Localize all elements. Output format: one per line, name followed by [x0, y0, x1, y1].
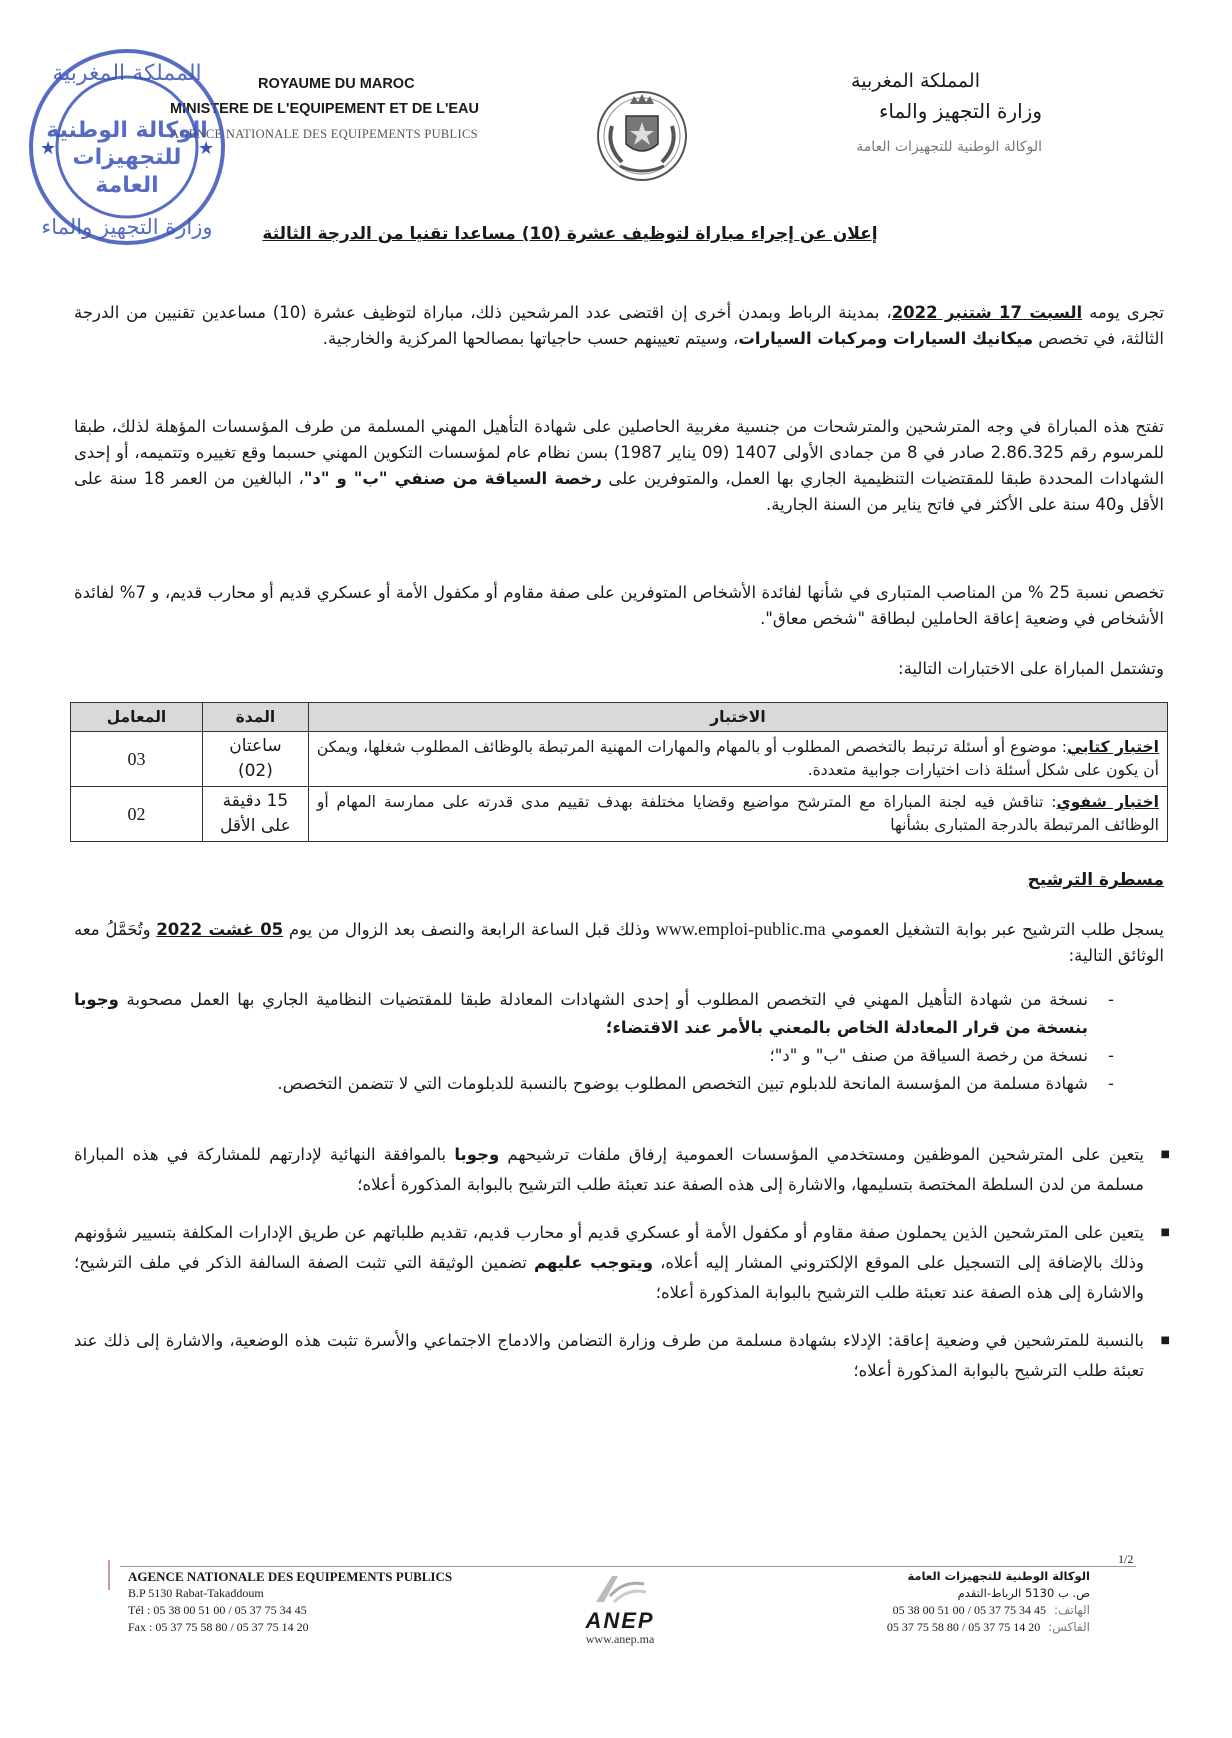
p1-spec: ميكانيك السيارات ومركبات السيارات	[738, 329, 1034, 348]
svg-text:★: ★	[198, 138, 215, 159]
footer-ar-fax: 05 37 75 58 80 / 05 37 75 14 20	[886, 1620, 1041, 1634]
test-duration: 15 دقيقة على الأقل	[202, 787, 308, 842]
p1-c: ، وسيتم تعيينهم حسب حاجياتها بمصالحها المركزية والخارجية.	[322, 329, 739, 348]
anep-site[interactable]: www.anep.ma	[585, 1632, 655, 1646]
list-item: ■ يتعين على المترشحين الذين يحملون صفة مقاوم أو مكفول الأمة أو عسكري قديم أو محارب قديم، تقديم طلباتهم عن طريق الإدارات المكلفة بتسيير شؤونهم وذلك بالإضافة إلى التسجيل على الموقع الإلكتروني المشار إليه أعلاه، ويتوجب عليهم تضمين الوثيقة التي تثبت الصفة السالفة الذكر في ملف الترشيح؛ والاشارة إلى هذه الصفة عند تعبئة طلب الترشيح بالبوابة المذكورة أعلاه؛	[74, 1223, 1170, 1302]
test-desc	[308, 787, 1167, 842]
header-fr-kingdom: ROYAUME DU MAROC	[258, 76, 415, 92]
test-text: : تناقش فيه لجنة المباراة مع المترشح مواضيع وقضايا مختلفة بهدف تقييم مدى قدرته على ممارسة المهام أو الوظائف المرتبطة بالدرجة المتبارى بشأنها	[316, 793, 1159, 834]
p1-a: تجرى يومه	[1082, 303, 1164, 322]
footer-ar-addr: ص. ب 5130 الرباط-التقدم	[957, 1586, 1090, 1600]
header-fr-agency: AGENCE NATIONALE DES EQUIPEMENTS PUBLICS	[170, 127, 478, 141]
header-ar	[700, 66, 1042, 162]
cond-text: بالنسبة للمترشحين في وضعية إعاقة: الإدلاء بشهادة مسلمة من طرف وزارة التضامن والادماج الاجتماعي والأسرة تثبت هذه الوضعية، والاشارة إلى ذلك عند تعبئة طلب الترشيح بالبوابة المذكورة أعلاه؛	[74, 1331, 1144, 1380]
doc-text: شهادة مسلمة من المؤسسة المانحة للدبلوم تبين التخصص المطلوب بوضوح بالنسبة للدبلومات التي لا تتضمن التخصص.	[277, 1074, 1088, 1093]
table-row	[71, 732, 1168, 787]
footer-fr-fax: Fax : 05 37 75 58 80 / 05 37 75 14 20	[128, 1620, 309, 1634]
documents-list	[74, 986, 1114, 1098]
cond-text: يتعين على المترشحين الموظفين ومستخدمي المؤسسات العمومية إرفاق ملفات ترشيحهم	[499, 1145, 1144, 1164]
p5-c: وتُحَمَّلُ معه الوثائق التالية:	[74, 920, 1164, 965]
test-label: اختبار كتابي	[1067, 738, 1159, 756]
svg-text:الوكالة الوطنية: الوكالة الوطنية	[46, 118, 208, 143]
paragraph-4: وتشتمل المباراة على الاختبارات التالية:	[898, 659, 1164, 678]
th-duration: المدة	[202, 703, 308, 732]
footer-fr-title: AGENCE NATIONALE DES EQUIPEMENTS PUBLICS	[128, 1569, 453, 1584]
anep-logo-text: ANEP	[585, 1608, 655, 1633]
footer-fr	[128, 1568, 568, 1636]
p5-b: وذلك قبل الساعة الرابعة والنصف بعد الزوال من يوم	[283, 920, 656, 939]
cond-text-end: بالموافقة النهائية لإدارتهم للمشاركة في هذه المباراة مسلمة من لدن السلطة المختصة بتسليمها، والاشارة إلى هذه الصفة عند تعبئة طلب الترشيح بالبوابة المذكورة أعلاه؛	[74, 1145, 1144, 1194]
list-item: ■ يتعين على المترشحين الموظفين ومستخدمي المؤسسات العمومية إرفاق ملفات ترشيحهم وجوبا بالموافقة النهائية لإدارتهم للمشاركة في هذه المباراة مسلمة من لدن السلطة المختصة بتسليمها، والاشارة إلى هذه الصفة عند تعبئة طلب الترشيح بالبوابة المذكورة أعلاه؛	[74, 1145, 1170, 1194]
paragraph-3: تخصص نسبة 25 % من المناصب المتبارى في شأنها لفائدة الأشخاص المتوفرين على صفة مقاوم أو مكفول الأمة أو عسكري قديم أو محارب قديم، و 7% لفائدة الأشخاص في وضعية إعاقة الحاملين لبطاقة "شخص معاق".	[74, 583, 1164, 628]
test-duration: ساعتان (02)	[202, 732, 308, 787]
test-text: : موضوع أو أسئلة ترتبط بالتخصص المطلوب أو بالمهام والمهارات المهنية المرتبطة بالوظائف المطلوب شغلها، ويمكن أن يكون على شكل أسئلة ذات اختيارات جوابية متعددة.	[316, 738, 1159, 779]
svg-text:للتجهيزات: للتجهيزات	[72, 145, 182, 170]
p1-b: ، بمدينة الرباط وبمدن أخرى إن اقتضى عدد المرشحين ذلك، مباراة لتوظيف عشرة (10) مساعدين تقنيين من الدرجة الثالثة، في تخصص	[74, 303, 1164, 348]
footer-ar	[760, 1568, 1090, 1636]
p2-b: ، البالغين من العمر 18 سنة على الأقل و40 سنة على الأكثر في فاتح يناير من السنة الجارية.	[74, 469, 1164, 514]
anep-logo	[560, 1572, 680, 1647]
footer-fr-addr: B.P 5130 Rabat-Takaddoum	[128, 1586, 264, 1600]
svg-text:وزارة التجهيز والماء: وزارة التجهيز والماء	[41, 215, 213, 239]
svg-text:المملكة المغربية: المملكة المغربية	[52, 61, 202, 86]
list-item: - شهادة مسلمة من المؤسسة المانحة للدبلوم تبين التخصص المطلوب بوضوح بالنسبة للدبلومات التي لا تتضمن التخصص.	[277, 1074, 1114, 1093]
coat-of-arms-icon	[592, 86, 692, 186]
section-title: مسطرة الترشيح	[1027, 870, 1164, 890]
anep-logo-icon	[590, 1572, 650, 1606]
test-desc	[308, 732, 1167, 787]
cond-text-end: تضمين الوثيقة التي تثبت الصفة السالفة الذكر في ملف الترشيح؛ والاشارة إلى هذه الصفة عند تعبئة طلب الترشيح بالبوابة المذكورة أعلاه؛	[74, 1253, 1144, 1302]
header-ar-agency: الوكالة الوطنية للتجهيزات العامة	[856, 139, 1042, 155]
conditions-list	[74, 1140, 1170, 1386]
doc-text: نسخة من رخصة السياقة من صنف "ب" و "د"؛	[769, 1046, 1088, 1065]
official-stamp	[22, 42, 232, 252]
p1-date: السبت 17 شتنبر 2022	[891, 303, 1083, 322]
footer-ar-tel-line	[760, 1602, 1090, 1619]
footer-fr-tel: Tél : 05 38 00 51 00 / 05 37 75 34 45	[128, 1603, 307, 1617]
list-item: - نسخة من رخصة السياقة من صنف "ب" و "د"؛	[769, 1046, 1114, 1065]
portal-link[interactable]: www.emploi-public.ma	[655, 919, 826, 939]
list-item: ■ بالنسبة للمترشحين في وضعية إعاقة: الإدلاء بشهادة مسلمة من طرف وزارة التضامن والادماج الاجتماعي والأسرة تثبت هذه الوضعية، والاشارة إلى ذلك عند تعبئة طلب الترشيح بالبوابة المذكورة أعلاه؛	[74, 1331, 1170, 1380]
tests-table-wrap	[70, 702, 1168, 842]
paragraph-2	[74, 414, 1164, 518]
doc-text: نسخة من شهادة التأهيل المهني في التخصص المطلوب أو إحدى الشهادات المعادلة طبقا للمقتضيات النظامية الجاري بها العمل مصحوبة	[118, 990, 1088, 1009]
footer-ar-title: الوكالة الوطنية للتجهيزات العامة	[907, 1569, 1090, 1583]
th-coef: المعامل	[71, 703, 203, 732]
svg-text:★: ★	[40, 138, 57, 159]
svg-text:العامة: العامة	[95, 173, 159, 198]
cond-text: يتعين على المترشحين الذين يحملون صفة مقاوم أو مكفول الأمة أو عسكري قديم أو محارب قديم، تقديم طلباتهم عن طريق الإدارات المكلفة بتسيير شؤونهم وذلك بالإضافة إلى التسجيل على الموقع الإلكتروني المشار إليه أعلاه،	[74, 1223, 1144, 1272]
header-fr-ministry: MINISTERE DE L'EQUIPEMENT ET DE L'EAU	[170, 101, 480, 117]
footer-ar-tel: 05 38 00 51 00 / 05 37 75 34 45	[892, 1603, 1047, 1617]
cond-bold: ويتوجب عليهم	[533, 1253, 653, 1272]
p5-a: يسجل طلب الترشيح عبر بوابة التشغيل العمومي	[825, 920, 1164, 939]
th-test: الاختبار	[308, 703, 1167, 732]
doc-bold: وجوبا بنسخة من قرار المعادلة الخاص بالمعني بالأمر عند الاقتضاء؛	[74, 990, 1088, 1037]
p2-license: رخصة السياقة من صنفي "ب" و "د"	[303, 469, 602, 488]
footer-ar-fax-label: الفاكس:	[1048, 1620, 1090, 1634]
header-ar-ministry: وزارة التجهيز والماء	[879, 99, 1042, 123]
footer-ar-tel-label: الهاتف:	[1054, 1603, 1090, 1617]
footer-divider	[120, 1566, 1136, 1567]
tests-table	[70, 702, 1168, 842]
paragraph-5	[74, 916, 1164, 969]
header-ar-kingdom: المملكة المغربية	[851, 70, 980, 92]
table-header-row	[71, 703, 1168, 732]
paragraph-1	[74, 300, 1164, 352]
header-fr	[170, 72, 590, 147]
test-coef: 02	[71, 787, 203, 842]
cond-bold: وجوبا	[454, 1145, 500, 1164]
page-number: 1/2	[1118, 1552, 1134, 1566]
page-title: إعلان عن إجراء مباراة لتوظيف عشرة (10) مساعدا تقنيا من الدرجة الثالثة	[262, 224, 878, 244]
footer-ar-fax-line	[760, 1619, 1090, 1636]
test-coef: 03	[71, 732, 203, 787]
list-item: - نسخة من شهادة التأهيل المهني في التخصص المطلوب أو إحدى الشهادات المعادلة طبقا للمقتضيات النظامية الجاري بها العمل مصحوبة وجوبا بنسخة من قرار المعادلة الخاص بالمعني بالأمر عند الاقتضاء؛	[74, 990, 1114, 1037]
test-label: اختبار شفوي	[1056, 793, 1159, 811]
p2-a: تفتح هذه المباراة في وجه المترشحين والمترشحات من جنسية مغربية الحاصلين على شهادة التأهيل المهني المسلمة من طرف المؤسسات المؤهلة لذلك، طبقا للمرسوم رقم 2.86.325 صادر في 8 من جمادى الأولى 1407 (09 يناير 1987) بسن نظام عام لمؤسسات التكوين المهني حسبما وقع تغييره وتتميمه، أو إحدى الشهادات المحددة طبقا للمقتضيات التنظيمية الجاري بها العمل، والمتوفرين على	[74, 417, 1165, 488]
table-row	[71, 787, 1168, 842]
p5-date: 05 غشت 2022	[156, 920, 284, 939]
footer-bracket	[108, 1560, 116, 1590]
